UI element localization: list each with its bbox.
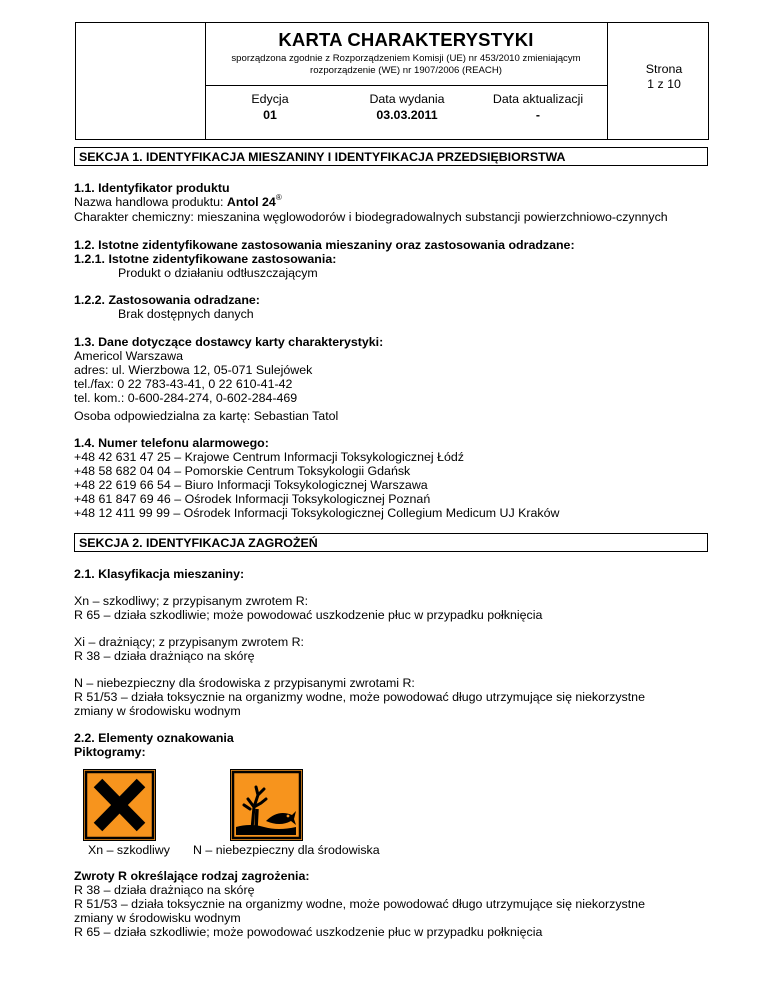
trade-name-label: Nazwa handlowa produktu: xyxy=(74,195,227,209)
edition-label: Edycja xyxy=(251,92,289,106)
update-date-value: - xyxy=(535,108,541,122)
section1-heading: SEKCJA 1. IDENTYFIKACJA MIESZANINY I IDENTYFIKACJA PRZEDSIĘBIORSTWA xyxy=(74,147,708,166)
document-subtitle xyxy=(206,53,606,77)
r-phrase-line: R 51/53 – działa toksycznie na organizmy wodne, może powodować długo utrzymujące się niekorzystne xyxy=(74,897,645,911)
phone-line: +48 42 631 47 25 – Krajowe Centrum Informacji Toksykologicznej Łódź xyxy=(74,450,464,464)
picto-xn-caption: Xn – szkodliwy xyxy=(88,843,170,857)
r-phrase-line: R 38 – działa drażniąco na skórę xyxy=(74,883,255,897)
section2-heading: SEKCJA 2. IDENTYFIKACJA ZAGROŻEŃ xyxy=(74,533,708,552)
issue-date-cell xyxy=(352,91,462,123)
s121-heading: 1.2.1. Istotne zidentyfikowane zastosowania: xyxy=(74,252,337,266)
chemical-character: Charakter chemiczny: mieszanina węglowodorów i biodegradowalnych substancji powierzchniowo-czynnych xyxy=(74,210,668,224)
header-divider xyxy=(607,23,608,139)
subtitle-line: sporządzona zgodnie z Rozporządzeniem Komisji (UE) nr 453/2010 zmieniającym xyxy=(231,53,581,64)
document-title: KARTA CHARAKTERYSTYKI xyxy=(278,29,534,50)
page-value: 1 z 10 xyxy=(647,77,681,91)
s122-text: Brak dostępnych danych xyxy=(118,307,254,321)
trade-name xyxy=(74,195,282,210)
classification-line: zmiany w środowisku wodnym xyxy=(74,704,241,718)
edition-cell xyxy=(220,91,320,123)
supplier-line: Americol Warszawa xyxy=(74,349,184,363)
r-phrase-line: zmiany w środowisku wodnym xyxy=(74,911,241,925)
classification-line: R 38 – działa drażniąco na skórę xyxy=(74,649,255,663)
phone-line: +48 22 619 66 54 – Biuro Informacji Toksykologicznej Warszawa xyxy=(74,478,428,492)
phone-line: +48 61 847 69 46 – Ośrodek Informacji Toksykologicznej Poznań xyxy=(74,492,431,506)
r-phrases-heading: Zwroty R określające rodzaj zagrożenia: xyxy=(74,869,310,883)
edition-value: 01 xyxy=(263,108,277,122)
phone-line: +48 58 682 04 04 – Pomorskie Centrum Toksykologii Gdańsk xyxy=(74,464,411,478)
s121-text: Produkt o działaniu odtłuszczającym xyxy=(118,266,318,280)
environment-hazard-pictogram-icon xyxy=(230,769,303,841)
classification-line: N – niebezpieczny dla środowiska z przypisanymi zwrotami R: xyxy=(74,676,415,690)
supplier-line: tel. kom.: 0-600-284-274, 0-602-284-469 xyxy=(74,391,298,405)
issue-date-label: Data wydania xyxy=(369,92,445,106)
phone-line: +48 12 411 99 99 – Ośrodek Informacji Toksykologicznej Collegium Medicum UJ Kraków xyxy=(74,506,560,520)
pictograms-heading: Piktogramy: xyxy=(74,745,146,759)
s14-heading: 1.4. Numer telefonu alarmowego: xyxy=(74,436,269,450)
responsible-person: Osoba odpowiedzialna za kartę: Sebastian Tatol xyxy=(74,409,339,423)
update-date-label: Data aktualizacji xyxy=(492,92,584,106)
update-date-cell xyxy=(476,91,600,123)
header-divider xyxy=(205,85,607,86)
classification-line: Xn – szkodliwy; z przypisanym zwrotem R: xyxy=(74,594,309,608)
page-label: Strona xyxy=(645,62,683,76)
supplier-line: adres: ul. Wierzbowa 12, 05-071 Sulejówek xyxy=(74,363,313,377)
subtitle-line: rozporządzenie (WE) nr 1907/2006 (REACH) xyxy=(310,65,502,76)
classification-line: R 51/53 – działa toksycznie na organizmy wodne, może powodować długo utrzymujące się niekorzystne xyxy=(74,690,645,704)
picto-n-caption: N – niebezpieczny dla środowiska xyxy=(193,843,380,857)
r-phrase-line: R 65 – działa szkodliwie; może powodować uszkodzenie płuc w przypadku połknięcia xyxy=(74,925,543,939)
classification-line: R 65 – działa szkodliwie; może powodować uszkodzenie płuc w przypadku połknięcia xyxy=(74,608,543,622)
harmful-x-pictogram-icon xyxy=(83,769,156,841)
trade-name-value: Antol 24 xyxy=(226,195,276,209)
classification-line: Xi – drażniący; z przypisanym zwrotem R: xyxy=(74,635,304,649)
s21-heading: 2.1. Klasyfikacja mieszaniny: xyxy=(74,567,245,581)
s122-heading: 1.2.2. Zastosowania odradzane: xyxy=(74,293,260,307)
s11-heading: 1.1. Identyfikator produktu xyxy=(74,181,230,195)
s13-heading: 1.3. Dane dotyczące dostawcy karty charakterystyki: xyxy=(74,335,384,349)
registered-mark: ® xyxy=(275,193,282,202)
s12-heading: 1.2. Istotne zidentyfikowane zastosowania mieszaniny oraz zastosowania odradzane: xyxy=(74,238,575,252)
s22-heading: 2.2. Elementy oznakowania xyxy=(74,731,234,745)
supplier-line: tel./fax: 0 22 783-43-41, 0 22 610-41-42 xyxy=(74,377,293,391)
issue-date-value: 03.03.2011 xyxy=(376,108,438,122)
header-table xyxy=(75,22,709,140)
page-number-cell xyxy=(618,62,710,92)
